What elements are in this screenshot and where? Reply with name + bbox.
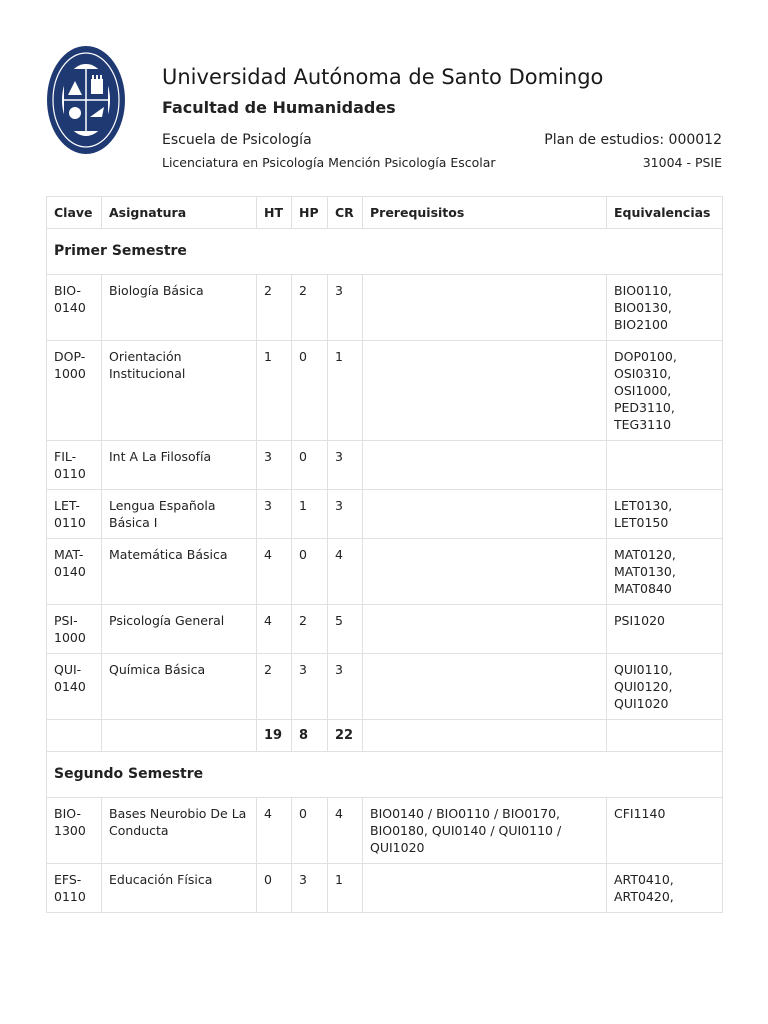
cell-asignatura: Orientación Institucional [102,341,257,441]
table-row [47,275,723,341]
cell-asignatura: Biología Básica [102,275,257,341]
cell-equiv: LET0130, LET0150 [607,490,723,539]
cell-cr: 1 [328,341,363,441]
total-hp: 8 [292,720,328,752]
cell-equiv [607,441,723,490]
cell-asignatura: Lengua Española Básica I [102,490,257,539]
cell-asignatura: Psicología General [102,605,257,654]
cell-prereq [363,275,607,341]
header-clave: Clave [47,197,102,229]
cell-prereq [363,864,607,913]
cell-prereq: BIO0140 / BIO0110 / BIO0170, BIO0180, QUI0140 / QUI0110 / QUI1020 [363,798,607,864]
cell-ht: 0 [257,864,292,913]
table-row [47,441,723,490]
cell-prereq [363,654,607,720]
table-row [47,798,723,864]
cell-ht: 2 [257,275,292,341]
cell-hp: 2 [292,605,328,654]
cell-equiv: MAT0120, MAT0130, MAT0840 [607,539,723,605]
cell-clave: EFS-0110 [47,864,102,913]
cell-asignatura: Bases Neurobio De La Conducta [102,798,257,864]
cell-equiv: QUI0110, QUI0120, QUI1020 [607,654,723,720]
cell-clave: LET-0110 [47,490,102,539]
header-equiv: Equivalencias [607,197,723,229]
plan-number: Plan de estudios: 000012 [544,132,722,148]
table-row [47,654,723,720]
cell-cr: 1 [328,864,363,913]
cell-asignatura: Educación Física [102,864,257,913]
semester-row [47,752,723,798]
cell-hp: 2 [292,275,328,341]
cell-prereq [363,341,607,441]
cell-hp: 0 [292,441,328,490]
total-cr: 22 [328,720,363,752]
cell-cr: 5 [328,605,363,654]
cell-prereq [363,441,607,490]
cell-cr: 3 [328,654,363,720]
total-asignatura [102,720,257,752]
table-row [47,341,723,441]
document-header [162,62,722,172]
cell-ht: 1 [257,341,292,441]
cell-cr: 3 [328,441,363,490]
header-cr: CR [328,197,363,229]
cell-equiv: BIO0110, BIO0130, BIO2100 [607,275,723,341]
table-row [47,864,723,913]
cell-ht: 3 [257,490,292,539]
header-asignatura: Asignatura [102,197,257,229]
cell-prereq [363,490,607,539]
cell-hp: 0 [292,341,328,441]
cell-equiv: DOP0100, OSI0310, OSI1000, PED3110, TEG3110 [607,341,723,441]
cell-equiv: CFI1140 [607,798,723,864]
total-ht: 19 [257,720,292,752]
cell-ht: 2 [257,654,292,720]
semester-title: Primer Semestre [47,229,723,275]
cell-hp: 1 [292,490,328,539]
total-prereq [363,720,607,752]
cell-clave: BIO-1300 [47,798,102,864]
cell-asignatura: Química Básica [102,654,257,720]
semester-title: Segundo Semestre [47,752,723,798]
school-name: Escuela de Psicología [162,132,312,148]
cell-prereq [363,539,607,605]
cell-cr: 3 [328,490,363,539]
totals-row [47,720,723,752]
table-header-row [47,197,723,229]
degree-code: 31004 - PSIE [642,155,722,170]
total-equiv [607,720,723,752]
cell-ht: 4 [257,605,292,654]
cell-asignatura: Int A La Filosofía [102,441,257,490]
degree-name: Licenciatura en Psicología Mención Psicología Escolar [162,155,496,170]
cell-cr: 4 [328,798,363,864]
curriculum-table [46,196,723,913]
university-seal-icon [46,45,126,155]
cell-clave: BIO-0140 [47,275,102,341]
university-name: Universidad Autónoma de Santo Domingo [162,65,604,89]
cell-ht: 3 [257,441,292,490]
cell-cr: 4 [328,539,363,605]
cell-cr: 3 [328,275,363,341]
cell-equiv: ART0410, ART0420, [607,864,723,913]
semester-row [47,229,723,275]
table-row [47,539,723,605]
cell-hp: 3 [292,864,328,913]
faculty-name: Facultad de Humanidades [162,98,396,117]
cell-clave: DOP-1000 [47,341,102,441]
table-row [47,605,723,654]
table-body [47,229,723,913]
cell-prereq [363,605,607,654]
cell-hp: 3 [292,654,328,720]
cell-clave: MAT-0140 [47,539,102,605]
cell-equiv: PSI1020 [607,605,723,654]
total-clave [47,720,102,752]
cell-clave: PSI-1000 [47,605,102,654]
cell-ht: 4 [257,539,292,605]
header-prereq: Prerequisitos [363,197,607,229]
cell-clave: QUI-0140 [47,654,102,720]
header-hp: HP [292,197,328,229]
table-row [47,490,723,539]
cell-hp: 0 [292,539,328,605]
cell-clave: FIL-0110 [47,441,102,490]
header-ht: HT [257,197,292,229]
cell-hp: 0 [292,798,328,864]
cell-asignatura: Matemática Básica [102,539,257,605]
cell-ht: 4 [257,798,292,864]
